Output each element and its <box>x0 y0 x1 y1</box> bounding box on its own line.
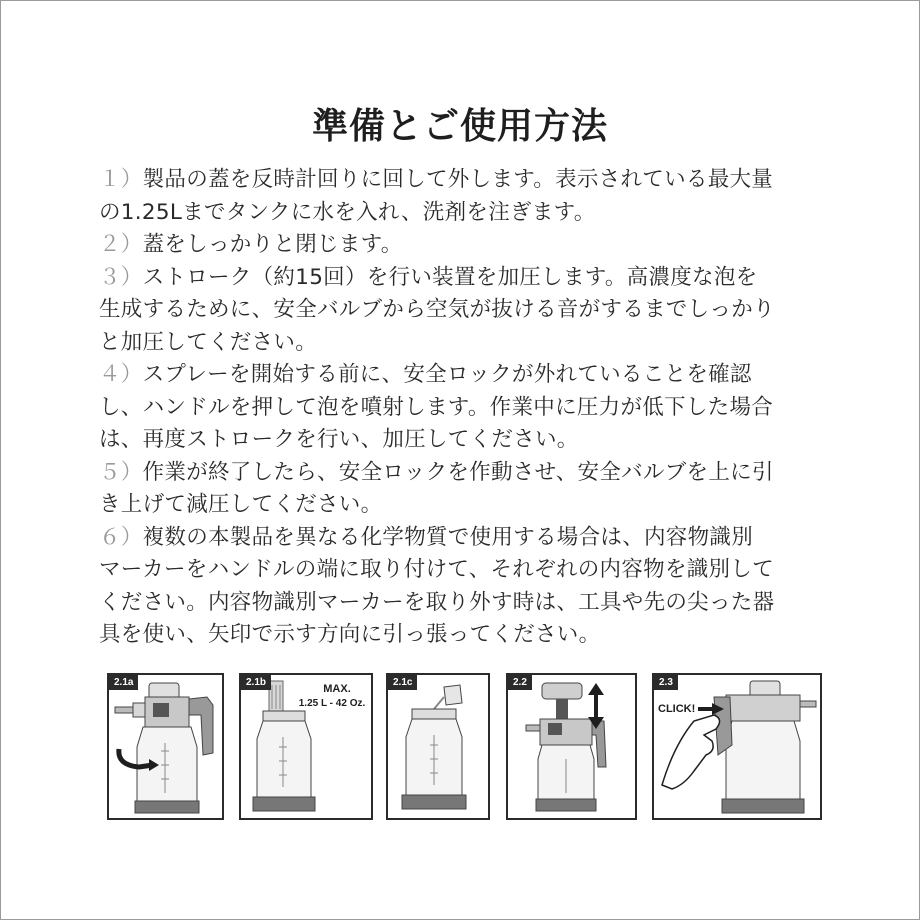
page-title: 準備とご使用方法 <box>311 106 608 147</box>
step-3-line-3: と加圧してください。 <box>99 329 318 355</box>
sprayer-pump-illustration <box>508 675 635 818</box>
step-4-line-3: は、再度ストロークを行い、加圧してください。 <box>99 427 579 452</box>
step-1-number: １） <box>99 167 143 192</box>
step-4-line-2: し、ハンドルを押して泡を噴射します。作業中に圧力が低下した場合 <box>99 394 774 420</box>
step-6-line-1 <box>99 522 819 555</box>
panel-tag: 2.1c <box>388 675 417 690</box>
step-1-line-1 <box>99 164 819 197</box>
step-5-number: ５） <box>99 459 143 485</box>
sprayer-add-detergent-illustration <box>388 675 488 818</box>
step-4-line-1 <box>99 359 819 392</box>
step-3-number: ３） <box>99 264 143 290</box>
max-volume-label: 1.25 L - 42 Oz. <box>298 698 366 709</box>
step-5-line-2: き上げて減圧してください。 <box>99 492 383 517</box>
step-6-line-4: 具を使い、矢印で示す方向に引っ張ってください。 <box>99 622 601 647</box>
click-label: CLICK! <box>658 703 696 715</box>
step-2-text: 蓋をしっかりと閉じます。 <box>142 232 403 257</box>
step-5-text: 作業が終了したら、安全ロックを作動させ、安全バルブを上に引 <box>142 459 774 485</box>
step-4-number: ４） <box>99 362 143 387</box>
illustration-panel-2-2 <box>506 673 637 820</box>
step-5-line-1 <box>99 457 819 490</box>
step-6-number: ６） <box>99 524 143 550</box>
step-2-number: ２） <box>99 232 143 257</box>
sprayer-unscrew-illustration <box>109 675 222 818</box>
step-2-line-1 <box>99 229 819 262</box>
step-1-text: 製品の蓋を反時計回りに回して外します。表示されている最大量 <box>142 167 774 192</box>
step-6-line-2: マーカーをハンドルの端に取り付けて、それぞれの内容物を識別して <box>99 557 774 582</box>
step-3-line-2: 生成するために、安全バルブから空気が抜ける音がするまでしっかり <box>99 297 775 322</box>
panel-tag: 2.3 <box>654 675 678 690</box>
step-3-line-1 <box>99 262 819 295</box>
step-3-text: ストローク（約15回）を行い装置を加圧します。高濃度な泡を <box>142 264 758 290</box>
illustration-panel-2-1a <box>107 673 224 820</box>
panel-tag: 2.2 <box>508 675 532 690</box>
panel-tag: 2.1a <box>109 675 138 690</box>
instructions <box>99 164 819 652</box>
illustration-panel-2-3 <box>652 673 822 820</box>
step-6-line-3: ください。内容物識別マーカーを取り外す時は、工具や先の尖った器 <box>99 589 775 615</box>
step-1-line-2: の1.25Lまでタンクに水を入れ、洗剤を注ぎます。 <box>99 199 596 225</box>
step-4-text: スプレーを開始する前に、安全ロックが外れていることを確認 <box>142 362 752 387</box>
max-label: MAX. <box>323 683 351 695</box>
illustration-strip <box>0 673 920 819</box>
safety-lock-click-illustration <box>654 675 820 818</box>
panel-tag: 2.1b <box>241 675 271 690</box>
step-6-text: 複数の本製品を異なる化学物質で使用する場合は、内容物識別 <box>142 524 754 550</box>
illustration-panel-2-1b <box>239 673 373 820</box>
illustration-panel-2-1c <box>386 673 490 820</box>
